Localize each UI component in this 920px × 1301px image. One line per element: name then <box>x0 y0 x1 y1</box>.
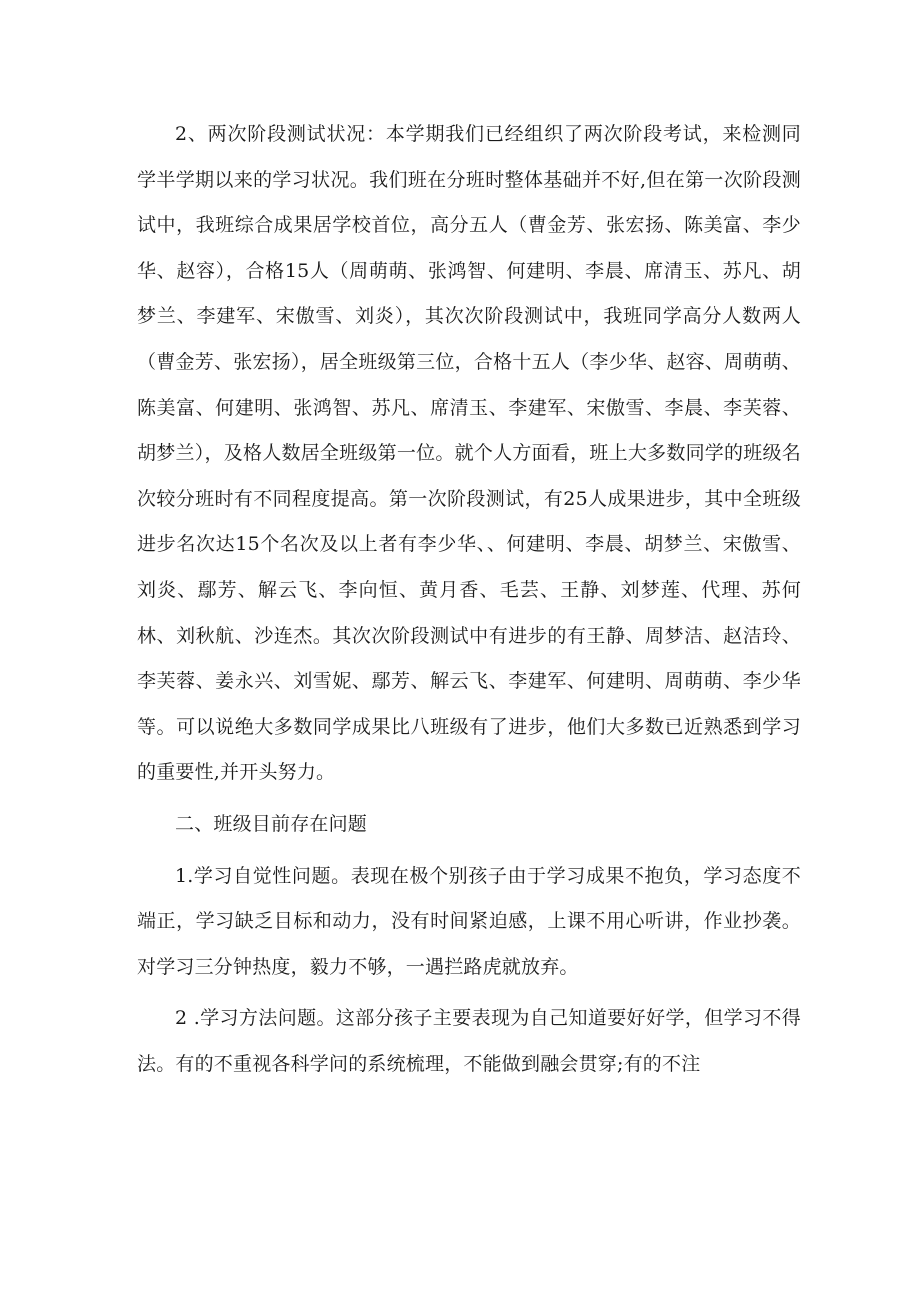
paragraph-issue-1: 1.学习自觉性问题。表现在极个别孩子由于学习成果不抱负，学习态度不端正，学习缺乏目标和动力，没有时间紧迫感，上课不用心听讲，作业抄袭。对学习三分钟热度，毅力不够，一遇拦路虎就放弃。 <box>137 864 801 978</box>
document-body <box>137 112 801 1087</box>
paragraph-stage-test: 2、两次阶段测试状况：本学期我们已经组织了两次阶段考试，来检测同学半学期以来的学习状况。我们班在分班时整体基础并不好,但在第一次阶段测试中，我班综合成果居学校首位，高分五人（曹金芳、张宏扬、陈美富、李少华、赵容），合格15人（周萌萌、张鸿智、何建明、李晨、席清玉、苏凡、胡梦兰、李建军、宋傲雪、刘炎），其次次阶段测试中，我班同学高分人数两人（曹金芳、张宏扬），居全班级第三位，合格十五人（李少华、赵容、周萌萌、陈美富、何建明、张鸿智、苏凡、席清玉、李建军、宋傲雪、李晨、李芙蓉、胡梦兰），及格人数居全班级第一位。就个人方面看，班上大多数同学的班级名次较分班时有不同程度提高。第一次阶段测试，有25人成果进步，其中全班级进步名次达15个名次及以上者有李少华、、何建明、李晨、胡梦兰、宋傲雪、刘炎、鄢芳、解云飞、李向恒、黄月香、毛芸、王静、刘梦莲、代理、苏何林、刘秋航、沙连杰。其次次阶段测试中有进步的有王静、周梦洁、赵洁玲、李芙蓉、姜永兴、刘雪妮、鄢芳、解云飞、李建军、何建明、周萌萌、李少华等。可以说绝大多数同学成果比八班级有了进步，他们大多数已近熟悉到学习的重要性,并开头努力。 <box>137 123 801 784</box>
paragraph-issue-2: 2 .学习方法问题。这部分孩子主要表现为自己知道要好好学，但学习不得法。有的不重视各科学问的系统梳理，不能做到融会贯穿;有的不注 <box>137 1007 801 1075</box>
section-heading-problems: 二、班级目前存在问题 <box>175 812 368 835</box>
